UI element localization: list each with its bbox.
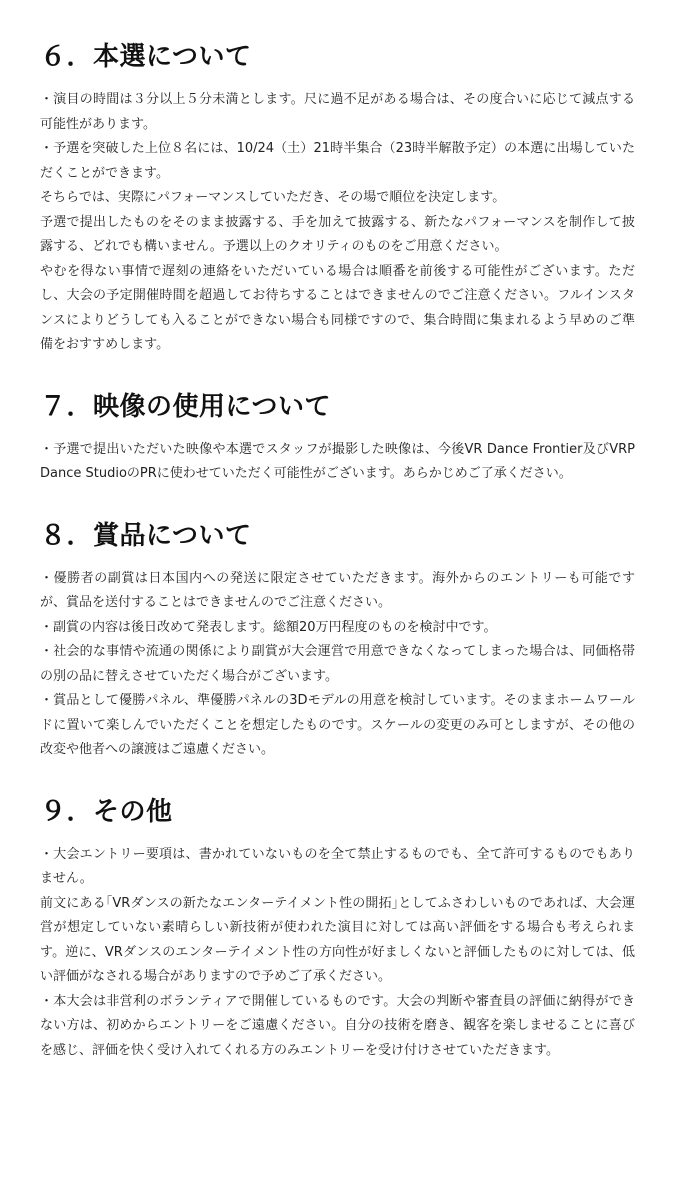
paragraph: ・大会エントリー要項は、書かれていないものを全て禁止するものでも、全て許可するものでもありません。	[40, 846, 635, 886]
paragraph: ・優勝者の副賞は日本国内への発送に限定させていただきます。海外からのエントリーも可能ですが、賞品を送付することはできませんのでご注意ください。	[40, 570, 635, 610]
paragraph: ・演目の時間は３分以上５分未満とします。尺に過不足がある場合は、その度合いに応じて減点する可能性があります。	[40, 92, 635, 132]
section-other	[40, 795, 635, 1064]
section-heading-video-usage: ７．映像の使用について	[40, 391, 331, 422]
section-video-usage	[40, 390, 635, 487]
paragraph: そちらでは、実際にパフォーマンスしていただき、その場で順位を決定します。	[40, 190, 506, 205]
paragraph: 予選で提出したものをそのまま披露する、手を加えて披露する、新たなパフォーマンスを制作して披露する、どれでも構いません。予選以上のクオリティのものをご用意ください。	[40, 214, 635, 254]
section-heading-prizes: ８．賞品について	[40, 520, 252, 551]
paragraph: ・社会的な事情や流通の関係により副賞が大会運営で用意できなくなってしまった場合は、同価格帯の別の品に替えさせていただく場合がございます。	[40, 644, 635, 684]
section-heading-other: ９．その他	[40, 796, 173, 827]
paragraph: ・予選を突破した上位８名には、10/24（土）21時半集合（23時半解散予定）の本選に出場していただくことができます。	[40, 141, 635, 181]
paragraph: ・副賞の内容は後日改めて発表します。総額20万円程度のものを検討中です。	[40, 619, 497, 635]
paragraph: ・本大会は非営利のボランティアで開催しているものです。大会の判断や審査員の評価に納得ができない方は、初めからエントリーをご遠慮ください。自分の技術を磨き、観客を楽しませることに喜びを感じ、評価を快く受け入れてくれる方のみエントリーを受け付けさせていただきます。	[40, 993, 635, 1058]
section-heading-finals: ６．本選について	[40, 42, 252, 72]
section-finals	[40, 0, 635, 358]
document-page	[40, 0, 635, 1063]
paragraph: 前文にある｢VRダンスの新たなエンターテイメント性の開拓｣としてふさわしいものであれば、大会運営が想定していない素晴らしい新技術が使われた演目に対しては高い評価をする場合も考えられます。逆に、VRダンスのエンターテイメント性の方向性が好ましくないと評価したものに対しては、低い評価がなされる場合がありますので予めご了承ください。	[40, 895, 635, 984]
paragraph: ・賞品として優勝パネル、準優勝パネルの3Dモデルの用意を検討しています。そのままホームワールドに置いて楽しんでいただくことを想定したものです。スケールの変更のみ可としますが、その他の改変や他者への譲渡はご遠慮ください。	[40, 693, 635, 757]
paragraph: やむを得ない事情で遅刻の連絡をいただいている場合は順番を前後する可能性がございます。ただし、大会の予定開催時間を超過してお待ちすることはできませんのでご注意ください。フルインスタンスによりどうしても入ることができない場合も同様ですので、集合時間に集まれるよう早めのご準備をおすすめします。	[40, 263, 635, 352]
section-prizes	[40, 519, 635, 763]
paragraph: ・予選で提出いただいた映像や本選でスタッフが撮影した映像は、今後VR Dance Frontier及びVRP Dance StudioのPRに使わせていただく可能性がございます。あらかじめご了承ください。	[40, 441, 635, 481]
